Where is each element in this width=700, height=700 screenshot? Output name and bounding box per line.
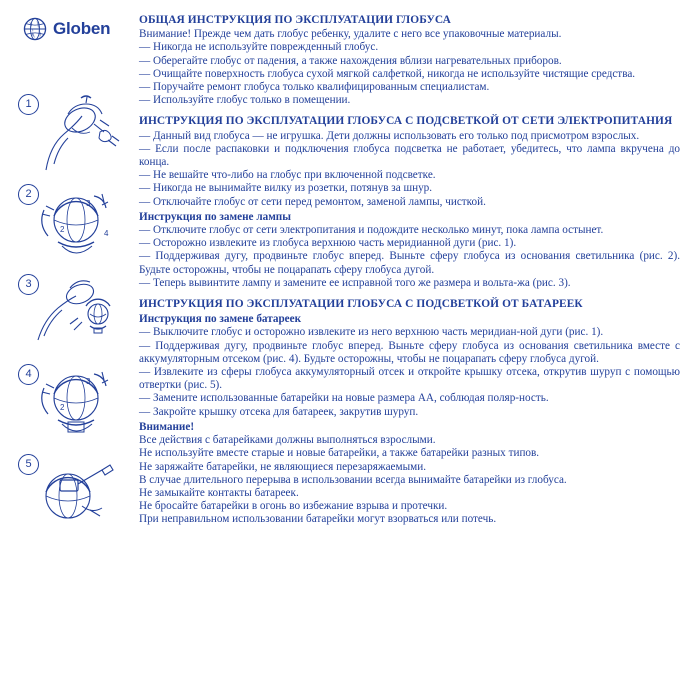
- figure-5-illustration: [24, 450, 128, 534]
- paragraph: — Оберегайте глобус от падения, а также нахождения вблизи нагревательных приборов.: [139, 54, 562, 67]
- paragraph: Не используйте вместе старые и новые батарейки, а также батарейки разных типов.: [139, 447, 540, 460]
- paragraph: — Никогда не вынимайте вилку из розетки, потянув за шнур.: [139, 182, 433, 195]
- paragraph: — Осторожно извлеките из глобуса верхнюю часть меридианной дуги (рис. 1).: [139, 237, 517, 250]
- paragraph: — Выключите глобус и осторожно извлеките из него верхнюю часть меридиан-ной дуги (рис. 1).: [139, 326, 604, 339]
- paragraph: — Закройте крышку отсека для батареек, закрутив шуруп.: [139, 405, 419, 418]
- svg-text:3: 3: [86, 199, 91, 208]
- figure-3: [14, 270, 129, 354]
- paragraph: — Поручайте ремонт глобуса только квалифицированным специалистам.: [139, 81, 490, 94]
- paragraph: — Извлеките из сферы глобуса аккумуляторный отсек и откройте крышку отсека, открутив шуруп с помощью отвертки (рис. 5).: [139, 366, 680, 392]
- figures-column: [14, 14, 129, 692]
- svg-text:4: 4: [104, 229, 109, 238]
- section-mains: [139, 115, 680, 290]
- svg-text:3: 3: [86, 377, 91, 386]
- paragraph: Не замыкайте контакты батареек.: [139, 486, 299, 499]
- figure-number: 1: [18, 94, 39, 115]
- section-battery: [139, 298, 680, 526]
- figure-2-illustration: [24, 180, 128, 264]
- paragraph: Все действия с батарейками должны выполняться взрослыми.: [139, 434, 436, 447]
- figure-list: [14, 90, 129, 534]
- paragraph: — Замените использованные батарейки на новые размера АА, соблюдая поляр-ность.: [139, 392, 549, 405]
- subsection-battery-title: Инструкция по замене батареек: [139, 313, 302, 326]
- section-battery-title: ИНСТРУКЦИЯ ПО ЭКСПЛУАТАЦИИ ГЛОБУСА С ПОДСВЕТКОЙ ОТ БАТАРЕЕК: [139, 298, 583, 311]
- paragraph: — Очищайте поверхность глобуса сухой мягкой салфеткой, никогда не используйте чистящие средства.: [139, 67, 636, 80]
- instructions-column: [129, 14, 684, 692]
- paragraph: — Никогда не используйте поврежденный глобус.: [139, 41, 379, 54]
- paragraph: При неправильном использовании батарейки могут взорваться или потечь.: [139, 513, 497, 526]
- figure-1: [14, 90, 129, 174]
- svg-text:2: 2: [60, 403, 65, 412]
- figure-4: [14, 360, 129, 444]
- paragraph: — Поддерживая дугу, продвиньте глобус вперед. Выньте сферу глобуса из основания светильника (рис. 2). Будьте осторожны, чтобы не поцарапать сферу глобуса дугой.: [139, 250, 680, 276]
- paragraph: Не бросайте батарейки в огонь во избежание взрыва и протечки.: [139, 500, 448, 513]
- figure-3-illustration: [24, 270, 128, 354]
- figure-4-illustration: [24, 360, 128, 444]
- paragraph: — Отключайте глобус от сети перед ремонтом, заменой лампы, чисткой.: [139, 195, 486, 208]
- paragraph: В случае длительного перерыва в использовании всегда вынимайте батарейки из глобуса.: [139, 473, 567, 486]
- section-general: [139, 14, 680, 107]
- globe-icon: [22, 16, 48, 42]
- svg-text:2: 2: [60, 225, 65, 234]
- figure-1-illustration: [24, 90, 128, 174]
- paragraph: — Не вешайте что-либо на глобус при включенной подсветке.: [139, 169, 436, 182]
- figure-5: [14, 450, 129, 534]
- paragraph: — Поддерживая дугу, продвиньте глобус вперед. Выньте сферу глобуса из основания светильника вместе с аккумуляторным отсеком (рис. 4). Будьте осторожны, чтобы не поцарапать сферу глобуса дугой.: [139, 339, 680, 365]
- paragraph: — Если после распаковки и подключения глобуса подсветка не работает, убедитесь, что лампа вкручена до конца.: [139, 142, 680, 169]
- subsection-lamp-title: Инструкция по замене лампы: [139, 210, 291, 223]
- section-general-title: ОБЩАЯ ИНСТРУКЦИЯ ПО ЭКСПЛУАТАЦИИ ГЛОБУСА: [139, 14, 452, 26]
- section-mains-title: ИНСТРУКЦИЯ ПО ЭКСПЛУАТАЦИИ ГЛОБУСА С ПОДСВЕТКОЙ ОТ СЕТИ ЭЛЕКТРОПИТАНИЯ: [139, 115, 673, 128]
- figure-number: 3: [18, 274, 39, 295]
- figure-number: 5: [18, 454, 39, 475]
- paragraph: — Отключите глобус от сети электропитания и подождите несколько минут, пока лампа остынет.: [139, 224, 604, 237]
- paragraph: Внимание! Прежде чем дать глобус ребенку, удалите с него все упаковочные материалы.: [139, 28, 562, 41]
- brand-name: Globen: [53, 19, 111, 38]
- paragraph: — Используйте глобус только в помещении.: [139, 94, 351, 107]
- figure-number: 4: [18, 364, 39, 385]
- figure-number: 2: [18, 184, 39, 205]
- paragraph: — Теперь вывинтите лампу и замените ее исправной того же размера и вольта-жа (рис. 3).: [139, 276, 571, 289]
- brand-logo: [22, 16, 129, 42]
- paragraph: — Данный вид глобуса — не игрушка. Дети должны использовать его только под присмотром взрослых.: [139, 129, 640, 142]
- battery-warning-title: Внимание!: [139, 420, 195, 433]
- paragraph: Не заряжайте батарейки, не являющиеся перезаряжаемыми.: [139, 460, 426, 473]
- figure-2: [14, 180, 129, 264]
